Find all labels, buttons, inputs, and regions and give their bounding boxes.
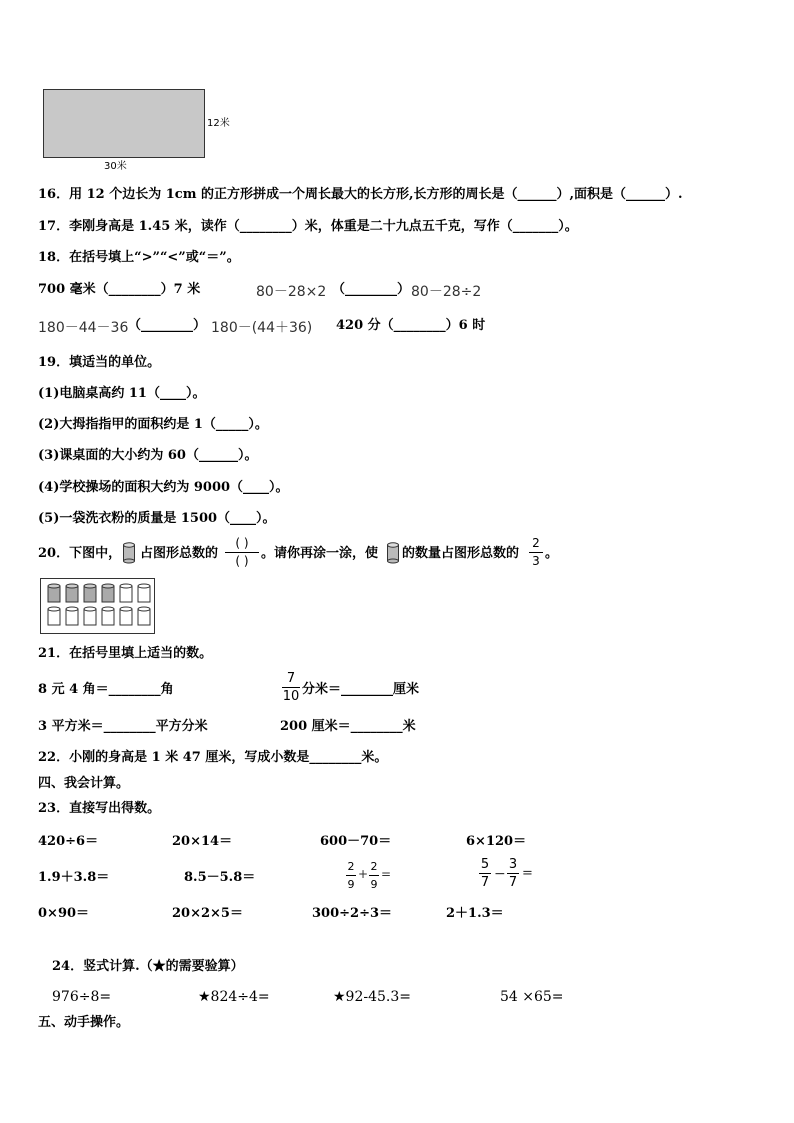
- q21-a: 8 元 4 角＝________角: [38, 682, 174, 697]
- q19-item-3: (3)课桌面的大小约为 60（______）。: [38, 448, 258, 463]
- q20-frac-top: ( ): [235, 536, 249, 550]
- q23-f1-b-bottom: 9: [370, 878, 378, 891]
- question-17: 17．李刚身高是 1.45 米，读作（________）米，体重是二十九点五千克，写作（_______）。: [38, 219, 578, 234]
- q20-part1: 20．下图中，: [38, 546, 122, 561]
- q24-item-2: ★824÷4=: [198, 989, 270, 1005]
- q23-f2-a-bottom: 7: [480, 875, 490, 890]
- q23-r3-2: 20×2×5＝: [172, 906, 243, 921]
- cylinder-icon: [122, 542, 136, 564]
- q21-c: 3 平方米＝________平方分米: [38, 719, 208, 734]
- section-4-heading: 四、我会计算。: [38, 776, 130, 791]
- grid-cylinder-icon: [48, 584, 60, 602]
- q20-fraction-blank: [225, 536, 259, 569]
- section-5-heading: 五、动手操作。: [38, 1015, 130, 1030]
- fraction-bar: [529, 552, 543, 553]
- q23-f1-b: [369, 859, 379, 892]
- fraction-bar: [479, 873, 491, 874]
- fraction-bar: [346, 875, 356, 876]
- q20-part4: 的数量占图形总数的: [402, 546, 520, 561]
- q23-r3-4: 2＋1.3＝: [446, 906, 504, 921]
- q18-b-blank: （________）: [332, 282, 411, 297]
- fraction-bar: [369, 875, 379, 876]
- q20-part5: 。: [545, 546, 559, 561]
- q23-r1-4: 6×120＝: [466, 834, 527, 849]
- q21-b-fraction: [282, 671, 300, 704]
- q23-r3-3: 300÷2÷3＝: [312, 906, 393, 921]
- cylinder-grid: [40, 578, 155, 634]
- q18-c-right: 180－(44＋36): [211, 320, 313, 336]
- fraction-bar: [282, 687, 300, 688]
- q20-frac-bottom: ( ): [235, 554, 249, 568]
- grid-cylinder-icon: [66, 607, 78, 625]
- q19-item-2: (2)大拇指指甲的面积约是 1（_____）。: [38, 417, 268, 432]
- rectangle-figure: [43, 89, 205, 158]
- q23-r1-1: 420÷6＝: [38, 834, 99, 849]
- q23-f2-eq: =: [522, 866, 533, 881]
- rect-side-label: 12米: [207, 118, 230, 129]
- grid-cylinder-icon: [138, 607, 150, 625]
- q23-r2-2: 8.5－5.8＝: [184, 870, 256, 885]
- question-24-title: 24．竖式计算.（★的需要验算）: [52, 959, 244, 974]
- q18-c-blank: （________）: [128, 318, 207, 333]
- question-19-title: 19．填适当的单位。: [38, 355, 161, 370]
- q21-b: 分米＝________厘米: [302, 682, 420, 697]
- grid-cylinder-icon: [120, 607, 132, 625]
- q23-f1-a-bottom: 9: [347, 878, 355, 891]
- q20-frac2-bottom: 3: [532, 554, 540, 568]
- q23-f2-op: −: [494, 866, 506, 882]
- q18-d: 420 分（________）6 时: [336, 318, 486, 333]
- q23-f2-b-bottom: 7: [508, 875, 518, 890]
- q23-f1-eq: =: [381, 867, 392, 881]
- rect-bottom-label: 30米: [104, 161, 127, 172]
- q19-item-4: (4)学校操场的面积大约为 9000（____）。: [38, 480, 289, 495]
- q24-item-3: ★92-45.3=: [333, 989, 411, 1005]
- grid-cylinder-icon: [120, 584, 132, 602]
- q20-part3: 。请你再涂一涂，使: [261, 546, 379, 561]
- q23-f2-a-top: 5: [480, 857, 490, 872]
- grid-cylinder-icon: [66, 584, 78, 602]
- fraction-bar: [225, 552, 259, 553]
- question-23-title: 23．直接写出得数。: [38, 801, 161, 816]
- q18-c-left: 180－44－36: [38, 320, 129, 336]
- q21-d: 200 厘米＝________米: [280, 719, 416, 734]
- q18-a: 700 毫米（________）7 米: [38, 282, 201, 297]
- q24-item-4: 54 ×65=: [500, 989, 564, 1005]
- q23-r1-2: 20×14＝: [172, 834, 233, 849]
- q20-frac2-top: 2: [532, 536, 540, 550]
- q20-part2: 占图形总数的: [140, 546, 219, 561]
- q23-f2-a: [479, 857, 491, 890]
- grid-cylinder-icon: [102, 607, 114, 625]
- q23-f1-a: [346, 859, 356, 892]
- grid-cylinder-icon: [48, 607, 60, 625]
- q24-item-1: 976÷8=: [52, 989, 112, 1005]
- q18-b-right: 80－28÷2: [411, 284, 482, 300]
- q20-target-fraction: [529, 536, 543, 569]
- q23-r1-3: 600－70＝: [320, 834, 392, 849]
- q23-r2-1: 1.9＋3.8＝: [38, 870, 110, 885]
- fraction-bar: [507, 873, 519, 874]
- grid-cylinder-icon: [84, 607, 96, 625]
- question-22: 22．小刚的身高是 1 米 47 厘米，写成小数是________米。: [38, 750, 388, 765]
- grid-cylinder-icon: [102, 584, 114, 602]
- q23-f1-a-top: 2: [347, 860, 355, 873]
- q23-f2-b: [507, 857, 519, 890]
- q23-f2-b-top: 3: [508, 857, 518, 872]
- q18-b-left: 80－28×2: [256, 284, 327, 300]
- grid-cylinder-icon: [84, 584, 96, 602]
- q23-r3-1: 0×90＝: [38, 906, 90, 921]
- cylinder-icon: [386, 542, 400, 564]
- grid-cylinder-icon: [138, 584, 150, 602]
- q21-b-frac-bottom: 10: [282, 689, 300, 704]
- question-21-title: 21．在括号里填上适当的数。: [38, 646, 213, 661]
- question-16: 16．用 12 个边长为 1cm 的正方形拼成一个周长最大的长方形,长方形的周长是（______）,面积是（______）.: [38, 187, 683, 202]
- q21-b-frac-top: 7: [286, 671, 296, 686]
- q23-f1-op: +: [358, 867, 369, 881]
- q23-f1-b-top: 2: [370, 860, 378, 873]
- question-18-title: 18．在括号填上“>”“<”或“＝”。: [38, 250, 240, 265]
- q19-item-5: (5)一袋洗衣粉的质量是 1500（____）。: [38, 511, 276, 526]
- q19-item-1: (1)电脑桌高约 11（____）。: [38, 386, 206, 401]
